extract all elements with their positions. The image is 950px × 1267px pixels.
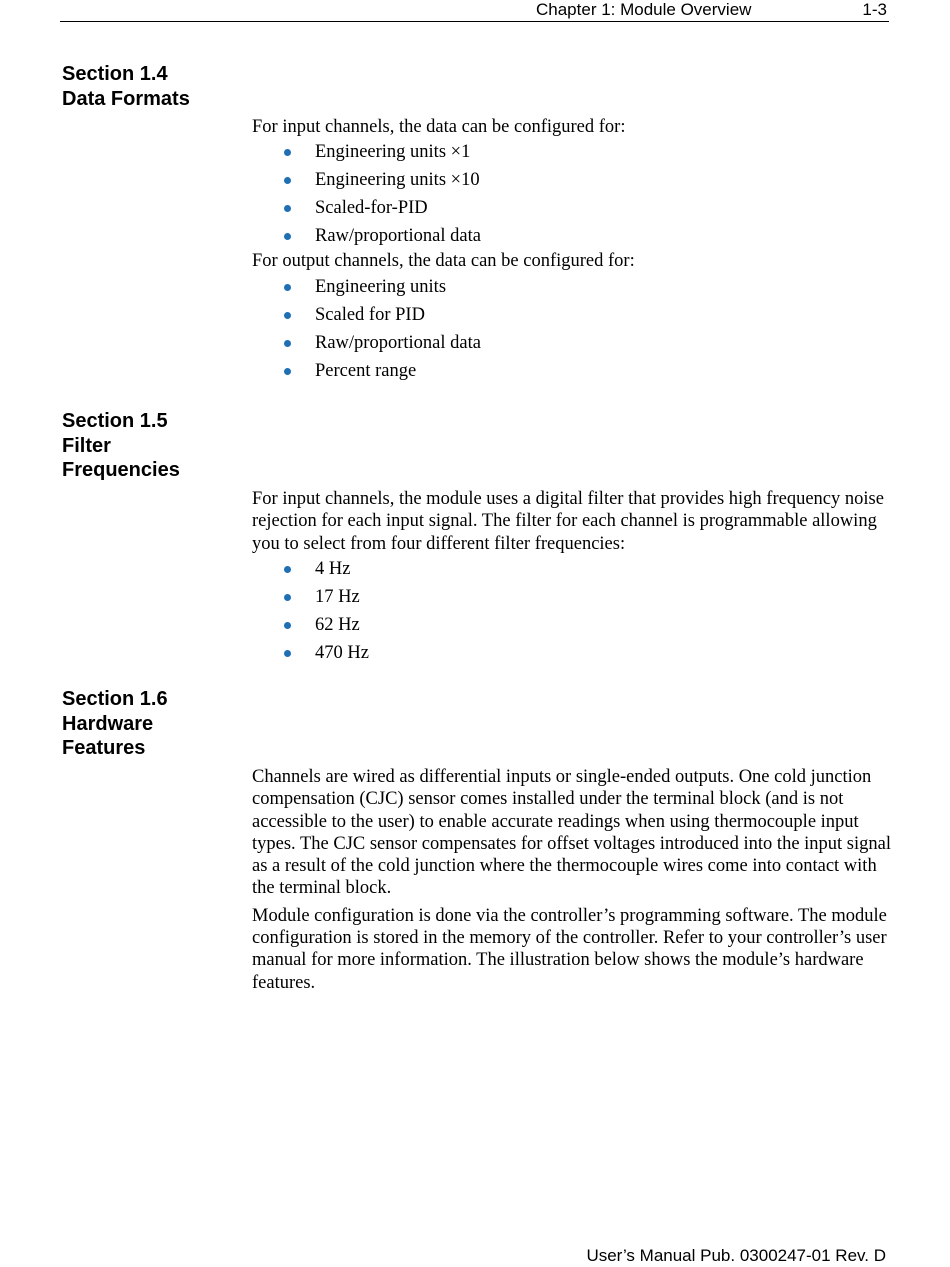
list-item: Percent range [252, 357, 892, 385]
section-1-5-heading [62, 409, 180, 483]
list-item: 17 Hz [252, 583, 892, 611]
page-footer: User’s Manual Pub. 0300247-01 Rev. D [586, 1246, 886, 1265]
list-item: Raw/proportional data [252, 329, 892, 357]
input-formats-list [252, 138, 892, 250]
list-item: Engineering units [252, 273, 892, 301]
output-channels-intro: For output channels, the data can be configured for: [252, 251, 635, 272]
section-1-4-name: Data Formats [62, 87, 190, 110]
hardware-paragraph-2: Module configuration is done via the controller’s programming software. The module configuration is stored in the memory of the controller. Refer to your controller’s user manual for more information. The illustration below shows the module’s hardware features. [252, 905, 887, 993]
section-1-5-body [252, 488, 892, 667]
page-header [60, 0, 889, 22]
section-1-6-body [252, 766, 892, 994]
section-1-6-number: Section 1.6 [62, 688, 168, 710]
filter-paragraph: For input channels, the module uses a digital filter that provides high frequency noise rejection for each input signal. The filter for each channel is programmable allowing you to select from four different filter frequencies: [252, 489, 884, 554]
list-item: Raw/proportional data [252, 222, 892, 250]
list-item: 4 Hz [252, 555, 892, 583]
input-channels-intro: For input channels, the data can be configured for: [252, 117, 626, 137]
list-item: Scaled-for-PID [252, 194, 892, 222]
list-item: Engineering units ×1 [252, 138, 892, 166]
list-item: Engineering units ×10 [252, 166, 892, 194]
output-formats-list [252, 273, 892, 385]
section-1-5-name-line1: Filter [62, 434, 111, 457]
section-1-4-body [252, 116, 892, 385]
section-1-6-name-line1: Hardware [62, 712, 154, 735]
section-1-5-name-line2: Frequencies [62, 459, 180, 481]
section-1-6-name-line2: Features [62, 737, 146, 759]
page-number: 1-3 [862, 0, 887, 19]
hardware-paragraph-1: Channels are wired as differential inputs or single-ended outputs. One cold junction compensation (CJC) sensor comes installed under the terminal block (and is not accessible to the user) to enable accurate readings when using thermocouple input types. The CJC sensor compensates for offset voltages introduced into the input signal as a result of the cold junction where the thermocouple wires come into contact with the terminal block. [252, 767, 891, 899]
list-item: 62 Hz [252, 611, 892, 639]
filter-frequencies-list [252, 555, 892, 667]
section-1-5-number: Section 1.5 [62, 410, 168, 432]
section-1-4-heading [62, 62, 190, 111]
section-1-6-heading [62, 687, 168, 761]
chapter-title: Chapter 1: Module Overview [536, 0, 752, 19]
list-item: 470 Hz [252, 639, 892, 667]
list-item: Scaled for PID [252, 301, 892, 329]
section-1-4-number: Section 1.4 [62, 63, 168, 85]
